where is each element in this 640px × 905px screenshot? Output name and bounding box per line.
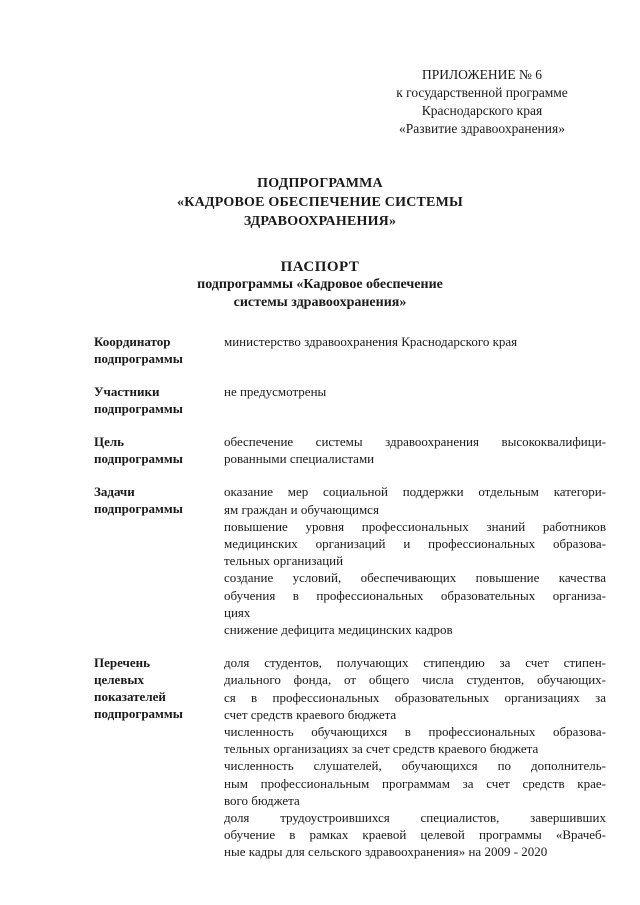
value-line: ным профессиональным программам за счет средств крае- (224, 775, 606, 791)
value-line: доля трудоустроившихся специалистов, завершивших (224, 810, 606, 826)
row-label-line: подпрограммы (94, 451, 183, 466)
value-line: тельных организациях за счет средств краевого бюджета (224, 741, 539, 757)
value-paragraph (224, 621, 606, 638)
value-paragraph (224, 723, 606, 757)
value-line: повышение уровня профессиональных знаний работников (224, 518, 606, 534)
row-value (224, 333, 606, 367)
value-line: счет средств краевого бюджета (224, 706, 397, 722)
appendix-line: «Развитие здравоохранения» (399, 121, 565, 136)
subprogram-title-line: «КАДРОВОЕ ОБЕСПЕЧЕНИЕ СИСТЕМЫ (177, 195, 463, 210)
passport-subheading-line: системы здравоохранения» (233, 295, 407, 310)
appendix-header (372, 66, 592, 138)
row-label-line: подпрограммы (94, 351, 183, 366)
appendix-line: Краснодарского края (421, 103, 543, 118)
row-label-line: Участники (94, 384, 160, 399)
subprogram-title-line: ЗДРАВООХРАНЕНИЯ» (243, 214, 397, 229)
row-label-line: показателей (94, 689, 166, 705)
subprogram-title-line: ПОДПРОГРАММА (257, 176, 383, 191)
passport-row (94, 433, 606, 467)
passport-table (94, 333, 606, 877)
value-line: снижение дефицита медицинских кадров (224, 622, 453, 638)
passport-row (94, 654, 606, 860)
value-line: медицинских организаций и профессиональных образова- (224, 536, 606, 552)
row-value (224, 654, 606, 860)
value-line: создание условий, обеспечивающих повышение качества (224, 570, 606, 586)
row-label-line: подпрограммы (94, 706, 183, 722)
value-paragraph (224, 757, 606, 809)
value-line: обучения в профессиональных образовательных организа- (224, 587, 606, 603)
value-line: обеспечение системы здравоохранения высококвалифици- (224, 434, 606, 449)
passport-row (94, 333, 606, 367)
subprogram-title (0, 174, 640, 231)
row-label (94, 383, 224, 417)
row-label-line: Перечень (94, 655, 151, 671)
passport-heading: ПАСПОРТ (280, 259, 360, 275)
value-paragraph (224, 809, 606, 861)
value-line: не предусмотрены (224, 384, 327, 399)
value-line: тельных организаций (224, 553, 344, 569)
value-paragraph (224, 483, 606, 517)
passport-subheading-line: подпрограммы «Кадровое обеспечение (197, 277, 443, 292)
row-label-line: Цель (94, 434, 125, 449)
row-label (94, 483, 224, 638)
passport-title (0, 258, 640, 312)
value-paragraph (224, 333, 606, 350)
appendix-line: к государственной программе (396, 85, 568, 100)
row-label-line: Задачи (94, 484, 135, 500)
row-label-line: подпрограммы (94, 401, 183, 416)
value-line: доля студентов, получающих стипендию за счет стипен- (224, 655, 606, 671)
value-paragraph (224, 518, 606, 570)
value-line: министерство здравоохранения Краснодарского края (224, 334, 518, 349)
row-label (94, 654, 224, 860)
value-line: ся в профессиональных образовательных организациях за (224, 689, 606, 705)
value-paragraph (224, 433, 606, 467)
value-line: диального фонда, от общего числа студентов, обучающих- (224, 672, 606, 688)
row-label-line: Координатор (94, 334, 171, 349)
value-line: численность слушателей, обучающихся по дополнитель- (224, 758, 606, 774)
value-line: ные кадры для сельского здравоохранения» на 2009 - 2020 (224, 844, 548, 860)
row-value (224, 383, 606, 417)
value-line: оказание мер социальной поддержки отдельным категори- (224, 484, 606, 500)
value-line: обучение в рамках краевой целевой программы «Врачеб- (224, 827, 606, 843)
value-line: численность обучающихся в профессиональных образова- (224, 724, 606, 740)
value-paragraph (224, 569, 606, 621)
row-value (224, 433, 606, 467)
passport-row (94, 383, 606, 417)
value-line: вого бюджета (224, 792, 300, 808)
row-value (224, 483, 606, 638)
appendix-line: ПРИЛОЖЕНИЕ № 6 (421, 67, 543, 82)
value-line: рованными специалистами (224, 451, 375, 467)
row-label-line: целевых (94, 672, 144, 688)
row-label-line: подпрограммы (94, 501, 183, 517)
row-label (94, 433, 224, 467)
value-paragraph (224, 383, 606, 400)
row-label (94, 333, 224, 367)
value-line: циях (224, 604, 251, 620)
value-line: ям граждан и обучающимся (224, 501, 379, 517)
passport-row (94, 483, 606, 638)
value-paragraph (224, 654, 606, 723)
